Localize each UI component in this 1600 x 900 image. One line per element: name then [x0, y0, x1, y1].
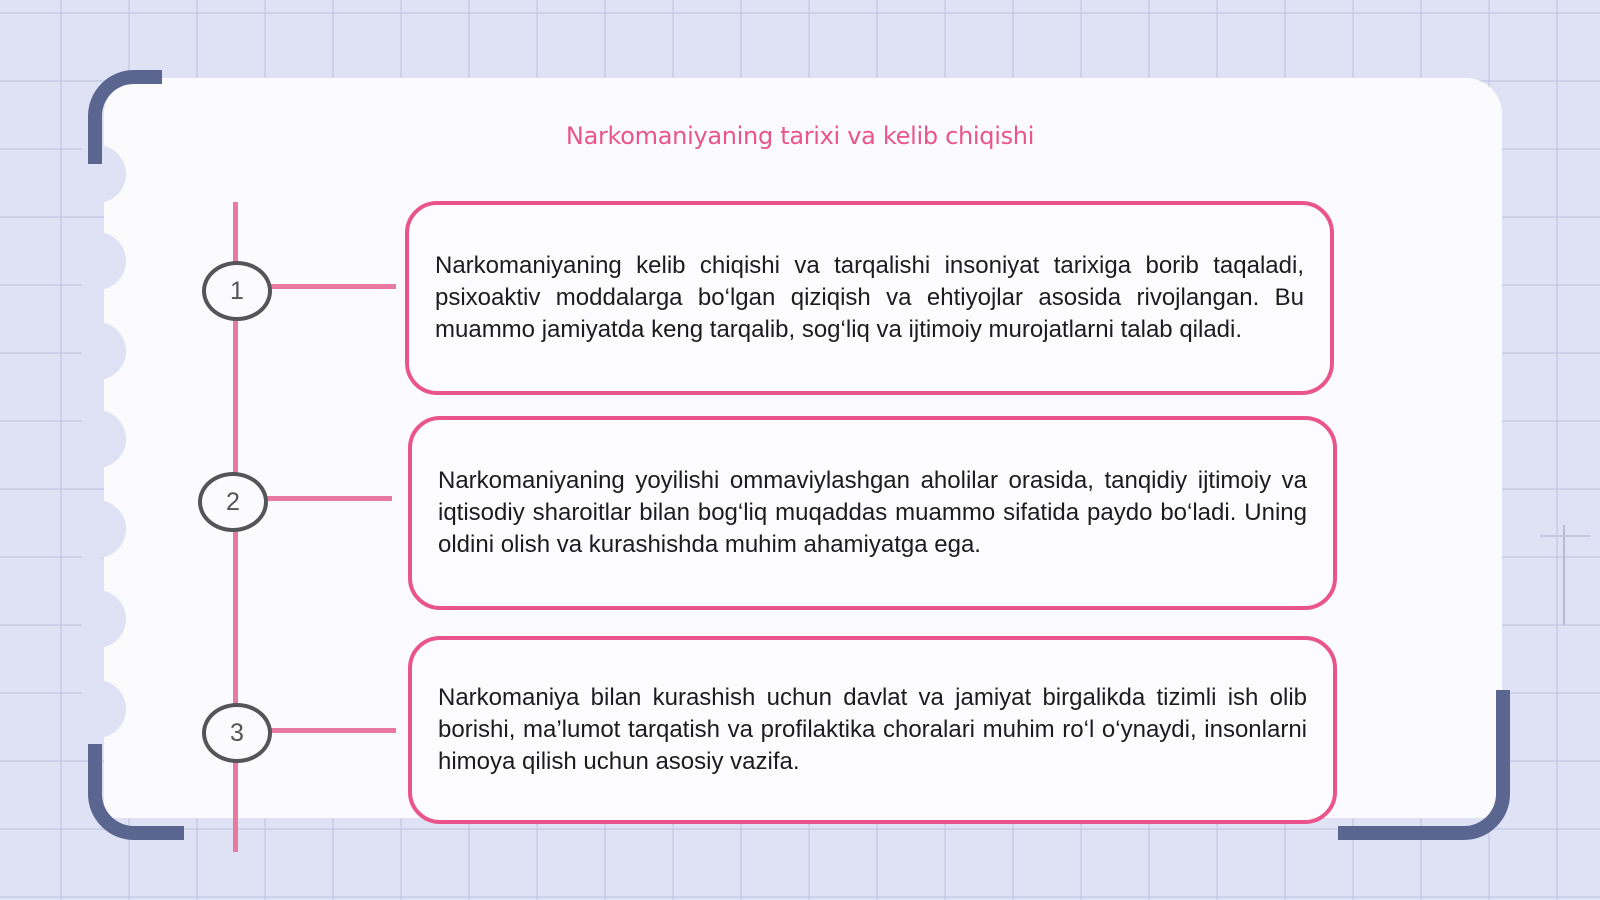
frame-corner-bottom-right — [1338, 690, 1510, 840]
decorative-line — [1563, 525, 1565, 625]
timeline-text-box — [405, 201, 1334, 395]
decorative-line — [1540, 535, 1590, 537]
timeline-step-number: 1 — [202, 261, 272, 321]
timeline-connector — [262, 284, 396, 289]
timeline-step-text: Narkomaniya bilan kurashish uchun davlat va jamiyat birgalikda tizimli ish olib borishi, ma’lumot tarqatish va profilaktika choralari muhim ro‘l o‘ynaydi, insonlarni himoya qilish uchun asosiy vazifa. — [438, 684, 1307, 775]
slide-title: Narkomaniyaning tarixi va kelib chiqishi — [565, 122, 1035, 150]
timeline-step-text: Narkomaniyaning yoyilishi ommaviylashgan aholilar orasida, tanqidiy ijtimoiy va iqtisodiy sharoitlar bilan bog‘liq muqaddas muammo sifatida paydo bo‘ladi. Uning oldini olish va kurashishda muhim ahamiyatga ega. — [438, 467, 1307, 558]
timeline-step-number: 2 — [198, 472, 268, 532]
timeline-connector — [262, 728, 396, 733]
frame-corner-bottom-left — [88, 744, 184, 840]
timeline-text-box — [408, 636, 1337, 824]
timeline-text-box — [408, 416, 1337, 610]
timeline-connector — [258, 496, 392, 501]
timeline-step-number: 3 — [202, 703, 272, 763]
timeline-step-text: Narkomaniyaning kelib chiqishi va tarqalishi insoniyat tarixiga borib taqaladi, psixoaktiv moddalarga bo‘lgan qiziqish va ehtiyojlar asosida rivojlangan. Bu muammo jamiyatda keng tarqalib, sog‘liq va ijtimoiy murojatlarni talab qiladi. — [435, 252, 1304, 343]
